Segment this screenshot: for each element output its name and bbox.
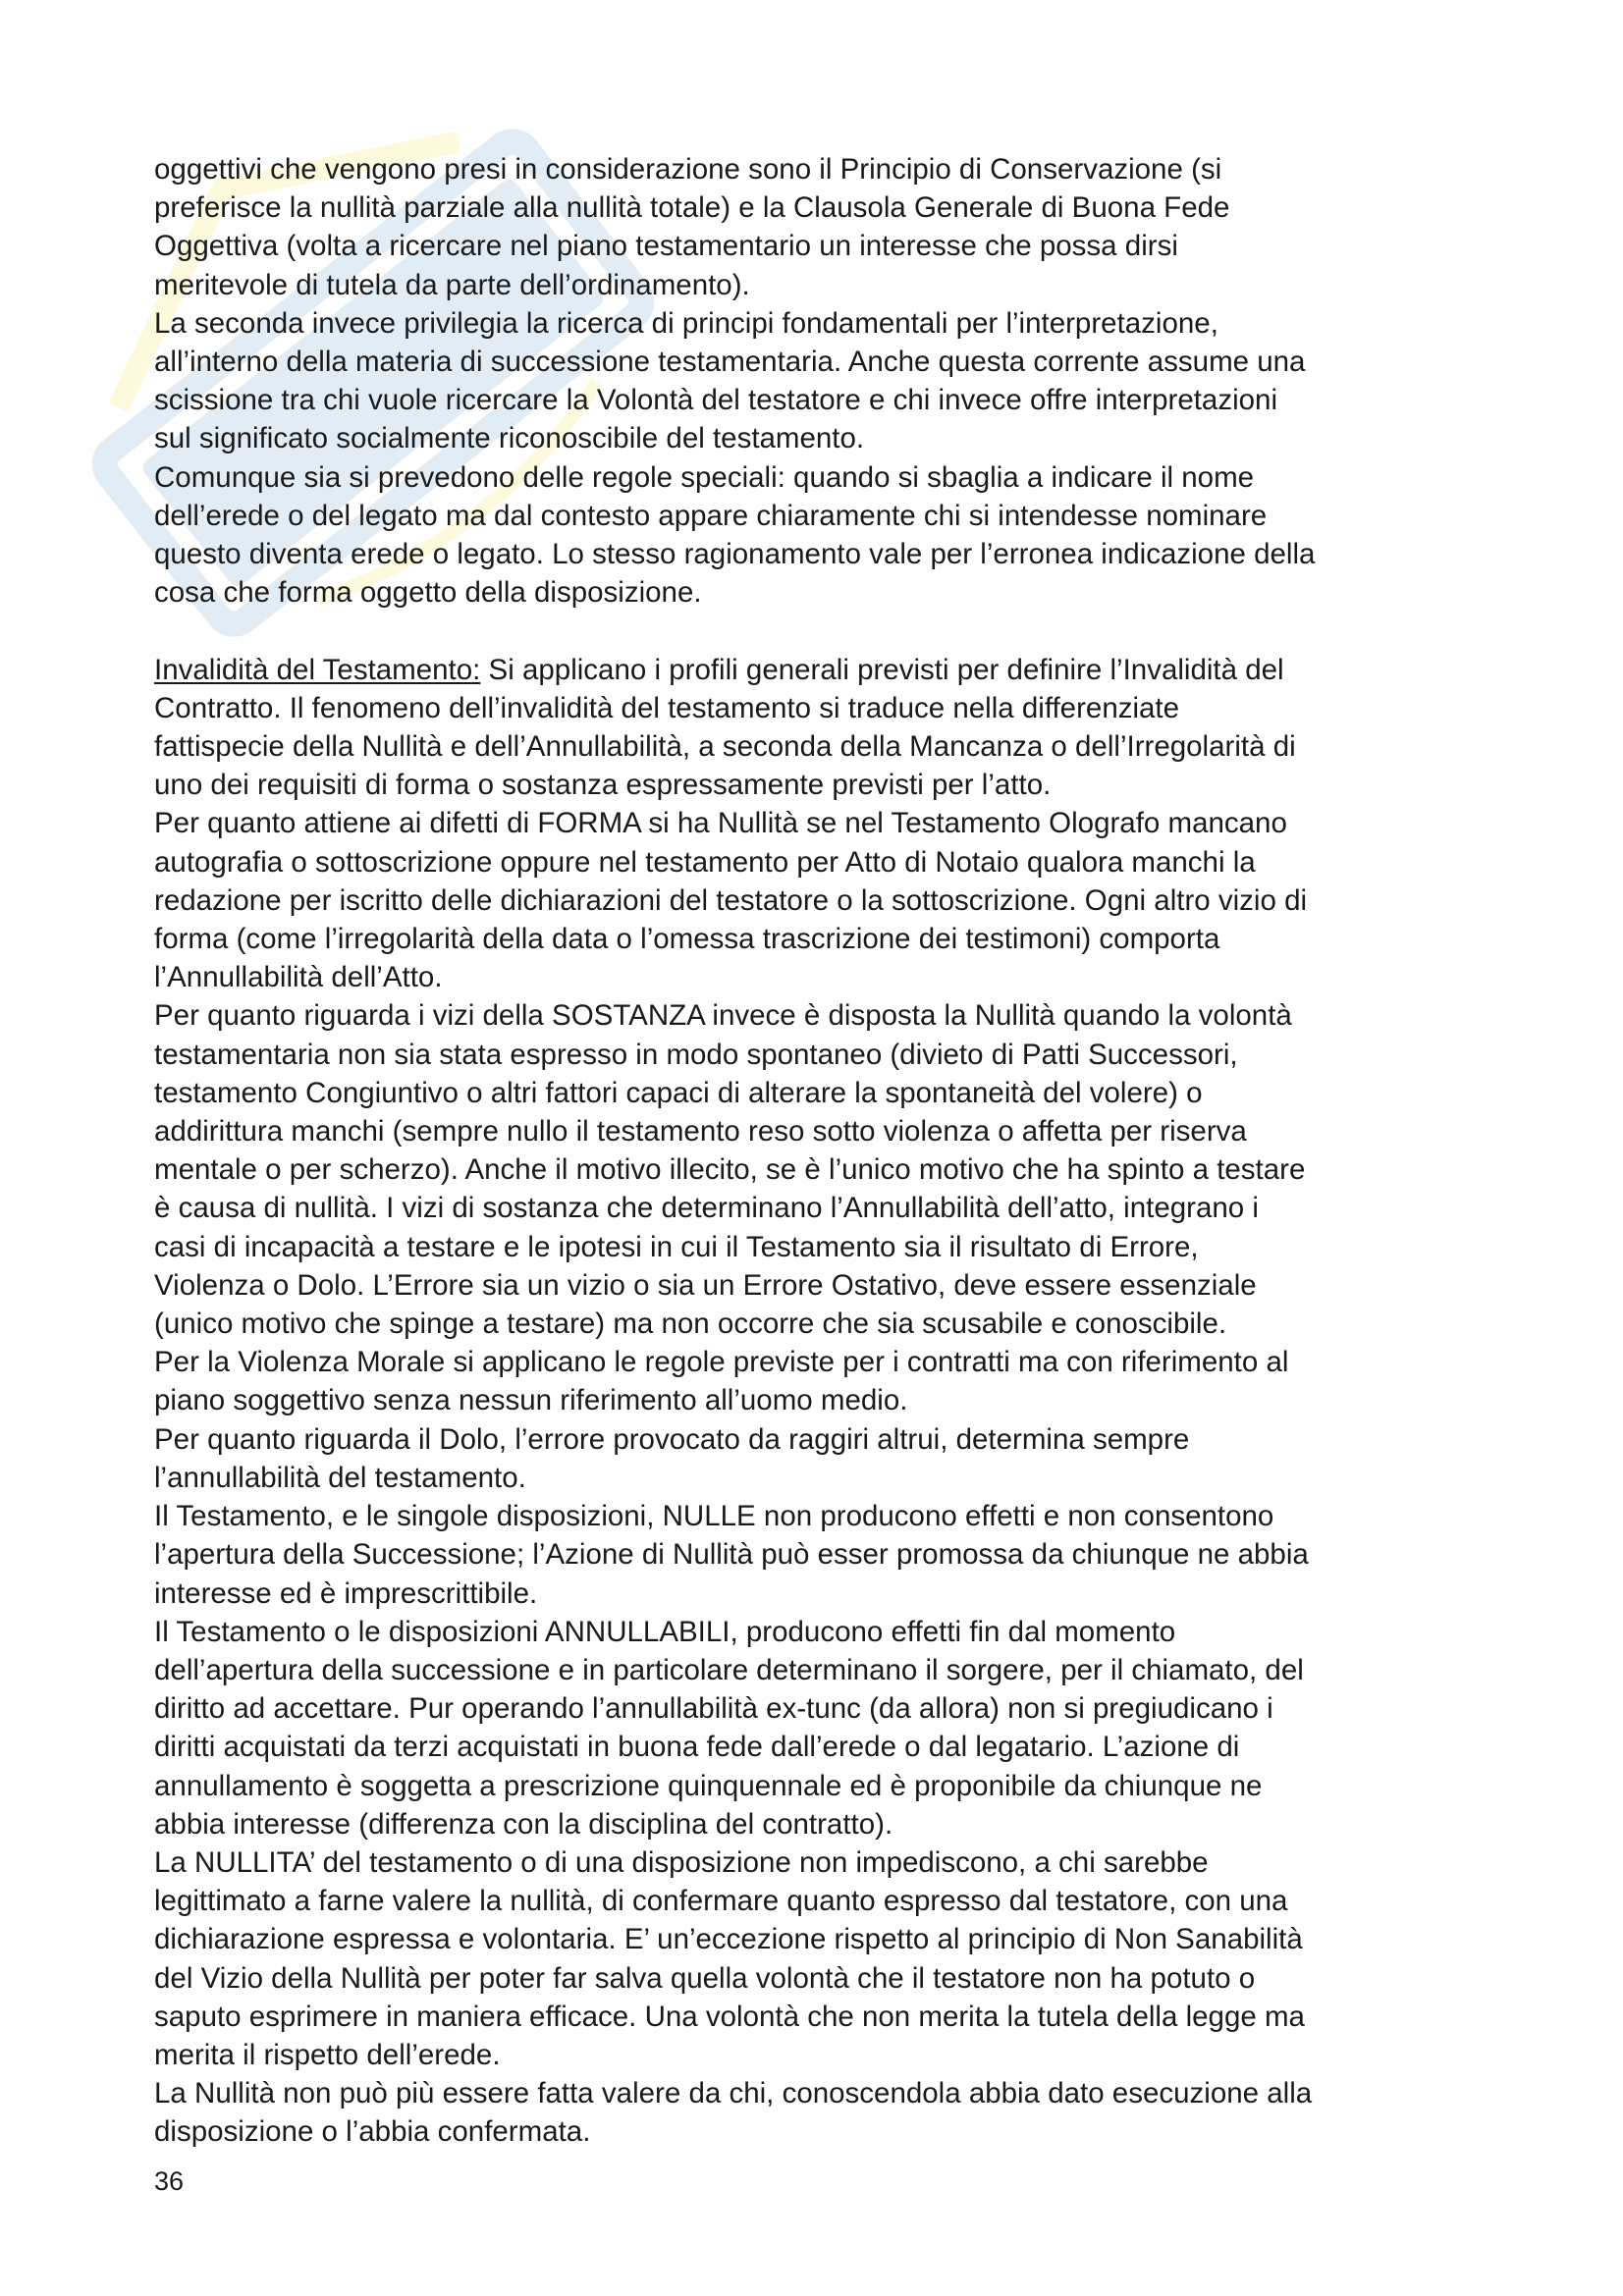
text-line: dell’apertura della successione e in particolare determinano il sorgere, per il chiamato, del [154,1653,1304,1686]
text-line: diritti acquistati da terzi acquistati in buona fede dall’erede o dal legatario. L’azione di [154,1731,1240,1764]
text-line: sul significato socialmente riconoscibile del testamento. [154,422,865,455]
text-line: interesse ed è imprescrittibile. [154,1576,538,1610]
text-line: (unico motivo che spinge a testare) ma non occorre che sia scusabile e conoscibile. [154,1308,1227,1341]
text-line: addirittura manchi (sempre nullo il testamento reso sotto violenza o affetta per riserva [154,1115,1247,1148]
text-line: l’annullabilità del testamento. [154,1461,526,1494]
text-line: preferisce la nullità parziale alla nullità totale) e la Clausola Generale di Buona Fede [154,191,1230,225]
text-line: merita il rispetto dell’erede. [154,2038,501,2071]
paragraph-gap [154,612,1489,650]
text-line: scissione tra chi vuole ricercare la Volontà del testatore e chi invece offre interpretazioni [154,384,1278,417]
text-line: piano soggettivo senza nessun riferimento all’uomo medio. [154,1384,908,1417]
text-line: disposizione o l’abbia confermata. [154,2115,591,2149]
page-number: 36 [154,2166,185,2196]
text-line: forma (come l’irregolarità della data o l’omessa trascrizione dei testimoni) comporta [154,923,1220,956]
text-line: meritevole di tutela da parte dell’ordinamento). [154,268,750,301]
text-line: Per quanto riguarda il Dolo, l’errore provocato da raggiri altrui, determina sempre [154,1422,1190,1456]
section-invalidita [154,651,1489,2152]
text-line: redazione per iscritto delle dichiarazioni del testatore o la sottoscrizione. Ogni altro vizio di [154,883,1308,917]
text-line: Il Testamento, e le singole disposizioni, NULLE non producono effetti e non consentono [154,1500,1274,1533]
text-line: cosa che forma oggetto della disposizione. [154,576,702,610]
text-line: dichiarazione espressa e volontaria. E’ un’eccezione rispetto al principio di Non Sanabilità [154,1923,1303,1956]
text-line: casi di incapacità a testare e le ipotesi in cui il Testamento sia il risultato di Errore, [154,1230,1199,1263]
text-line: Contratto. Il fenomeno dell’invalidità del testamento si traduce nella differenziate [154,691,1180,724]
section-first-line [154,651,1489,689]
text-line: saputo esprimere in maniera efficace. Una volontà che non merita la tutela della legge ma [154,2000,1305,2033]
text-line: è causa di nullità. I vizi di sostanza che determinano l’Annullabilità dell’atto, integrano i [154,1192,1259,1225]
text-line: l’Annullabilità dell’Atto. [154,961,443,994]
text-line: La Nullità non può più essere fatta valere da chi, conoscendola abbia dato esecuzione alla [154,2077,1313,2110]
text-line: Per quanto riguarda i vizi della SOSTANZA invece è disposta la Nullità quando la volontà [154,999,1292,1033]
text-line: del Vizio della Nullità per poter far salva quella volontà che il testatore non ha potuto o [154,1961,1256,1995]
text-line: Oggettiva (volta a ricercare nel piano testamentario un interesse che possa dirsi [154,230,1178,263]
text-line: all’interno della materia di successione testamentaria. Anche questa corrente assume una [154,346,1306,379]
text-line: diritto ad accettare. Pur operando l’annullabilità ex-tunc (da allora) non si pregiudicano i [154,1692,1273,1726]
text-line: fattispecie della Nullità e dell’Annullabilità, a seconda della Mancanza o dell’Irregolarità di [154,730,1296,764]
section-title: Invalidità del Testamento: [154,653,481,686]
text-line: legittimato a farne valere la nullità, di confermare quanto espresso dal testatore, con una [154,1885,1288,1918]
text-line: uno dei requisiti di forma o sostanza espressamente previsti per l’atto. [154,769,1052,802]
text-line: questo diventa erede o legato. Lo stesso ragionamento vale per l’erronea indicazione della [154,538,1316,571]
text-line: testamentaria non sia stata espresso in modo spontaneo (divieto di Patti Successori, [154,1038,1238,1071]
text-line: abbia interesse (differenza con la disciplina del contratto). [154,1807,893,1841]
text-line: oggettivi che vengono presi in considerazione sono il Principio di Conservazione (si [154,153,1222,186]
text-line: annullamento è soggetta a prescrizione quinquennale ed è proponibile da chiunque ne [154,1769,1263,1802]
section-intro-text: Si applicano i profili generali previsti per definire l’Invalidità del [480,653,1284,686]
text-line: La seconda invece privilegia la ricerca di principi fondamentali per l’interpretazione, [154,306,1218,340]
text-line: dell’erede o del legato ma dal contesto appare chiaramente chi si intendesse nominare [154,499,1268,532]
text-line: Il Testamento o le disposizioni ANNULLABILI, producono effetti fin dal momento [154,1615,1176,1648]
text-line: La NULLITA’ del testamento o di una disposizione non impediscono, a chi sarebbe [154,1845,1209,1879]
paragraph-interpretation [154,150,1489,612]
text-line: testamento Congiuntivo o altri fattori capaci di alterare la spontaneità del volere) o [154,1076,1203,1109]
text-line: Violenza o Dolo. L’Errore sia un vizio o sia un Errore Ostativo, deve essere essenziale [154,1268,1257,1302]
text-line: autografia o sottoscrizione oppure nel testamento per Atto di Notaio qualora manchi la [154,845,1256,879]
text-line: Comunque sia si prevedono delle regole speciali: quando si sbaglia a indicare il nome [154,460,1255,494]
text-line: mentale o per scherzo). Anche il motivo illecito, se è l’unico motivo che ha spinto a testare [154,1153,1306,1187]
document-body [154,150,1489,2152]
text-line: Per quanto attiene ai difetti di FORMA si ha Nullità se nel Testamento Olografo mancano [154,807,1287,840]
text-line: l’apertura della Successione; l’Azione di Nullità può esser promossa da chiunque ne abbia [154,1538,1309,1572]
text-line: Per la Violenza Morale si applicano le regole previste per i contratti ma con riferimento al [154,1346,1289,1379]
